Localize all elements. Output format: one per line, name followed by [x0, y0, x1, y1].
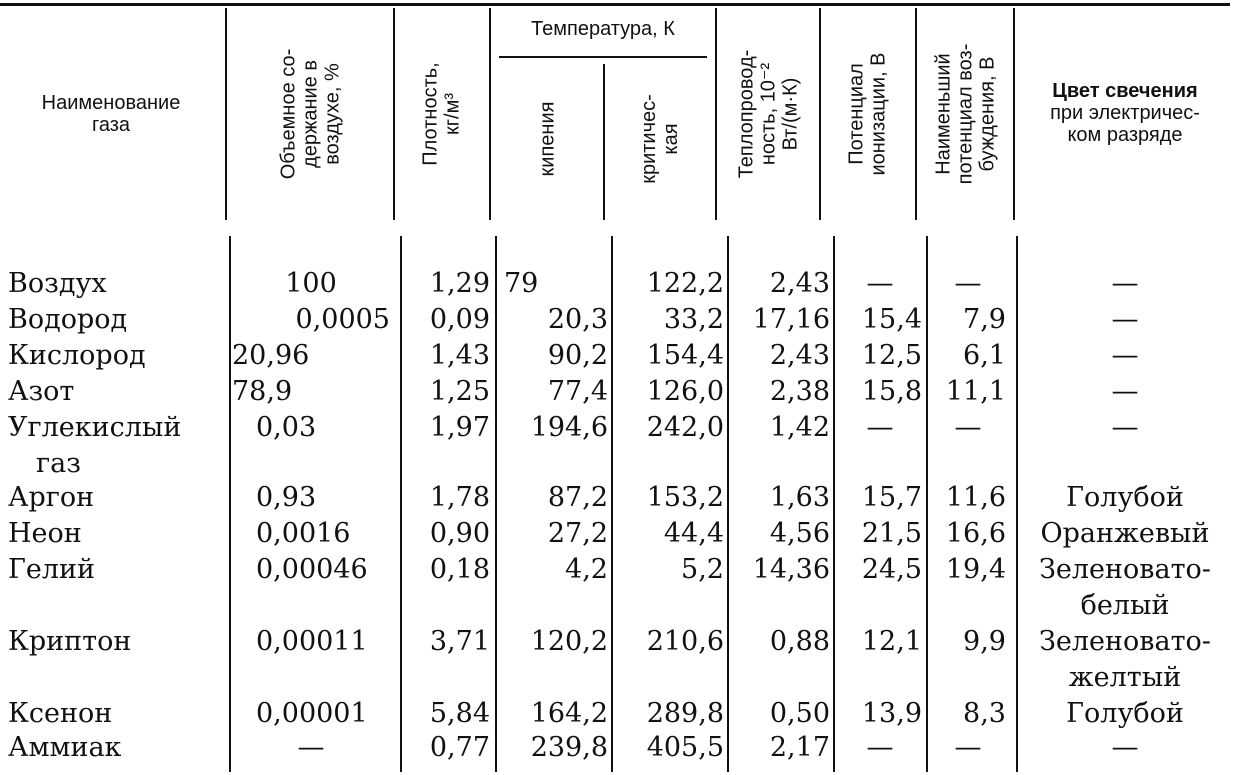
glow-color: Голубой	[1066, 698, 1184, 729]
excitation-value: —	[954, 732, 982, 763]
boiling-value: 87,2	[547, 482, 608, 513]
gas-name	[8, 410, 181, 482]
volume-value: 0,0016	[256, 518, 351, 549]
conductivity-value: 2,43	[769, 340, 830, 371]
density-value: 0,09	[429, 304, 490, 335]
header-volume	[228, 10, 392, 218]
boiling-value: 239,8	[530, 732, 608, 763]
ionization-value: 12,5	[861, 340, 922, 371]
body-divider	[727, 236, 729, 772]
header-ionization-line: ионизации, В	[868, 52, 890, 176]
glow-color: —	[1111, 732, 1139, 763]
header-excitation	[918, 10, 1012, 218]
gas-name: Неон	[8, 518, 82, 549]
glow-color: —	[1111, 340, 1139, 371]
gas-name: Водород	[8, 304, 128, 335]
volume-value: —	[297, 732, 325, 763]
excitation-value: 9,9	[963, 626, 1006, 657]
header-conductivity-line: Вт/(м·К)	[779, 77, 801, 151]
critical-value: 126,0	[646, 376, 724, 407]
ionization-value: 13,9	[861, 698, 922, 729]
density-value: 1,97	[429, 412, 490, 443]
header-conductivity-line: ность, 10⁻²	[757, 62, 779, 166]
gas-name: Гелий	[8, 554, 95, 585]
body-divider	[495, 236, 497, 772]
excitation-value: 6,1	[963, 340, 1006, 371]
header-excitation-line: буждения, В	[976, 56, 999, 172]
density-value: 0,90	[429, 518, 490, 549]
ionization-value: 12,1	[861, 626, 922, 657]
density-value: 1,43	[429, 340, 490, 371]
conductivity-value: 1,42	[769, 412, 830, 443]
header-density-line: Плотность,	[420, 62, 443, 166]
boiling-value: 77,4	[547, 376, 608, 407]
conductivity-value: 2,43	[769, 268, 830, 299]
boiling-value: 194,6	[530, 412, 608, 443]
excitation-value: 11,6	[945, 482, 1006, 513]
ionization-value: —	[866, 732, 894, 763]
critical-value: 210,6	[646, 626, 724, 657]
volume-value: 0,93	[256, 482, 317, 513]
density-value: 0,18	[429, 554, 490, 585]
glow-color	[1022, 552, 1228, 624]
header-density-line: кг/м³	[442, 92, 465, 136]
glow-color: —	[1111, 268, 1139, 299]
critical-value: 5,2	[681, 554, 724, 585]
header-color-line: при электричес-	[1050, 102, 1200, 124]
excitation-value: 16,6	[945, 518, 1006, 549]
conductivity-value: 14,36	[752, 554, 830, 585]
conductivity-value: 17,16	[752, 304, 830, 335]
gas-name: Ксенон	[8, 698, 113, 729]
gas-name: Криптон	[8, 626, 132, 657]
ionization-value: 15,7	[861, 482, 922, 513]
header-density	[396, 10, 488, 218]
boiling-value: 79	[504, 268, 539, 299]
excitation-value: 8,3	[963, 698, 1006, 729]
gas-name-line: Углекислый	[8, 412, 182, 443]
excitation-value: 7,9	[963, 304, 1006, 335]
glow-color: Голубой	[1066, 482, 1184, 513]
conductivity-value: 1,63	[769, 482, 830, 513]
header-color-line: Цвет свечения	[1052, 80, 1198, 102]
gas-name: Кислород	[8, 340, 146, 371]
boiling-value: 90,2	[547, 340, 608, 371]
header-ionization-line: Потенциал	[846, 63, 868, 165]
glow-color: —	[1111, 304, 1139, 335]
body-divider	[926, 236, 928, 772]
header-ionization	[822, 10, 914, 218]
header-volume-line: держание в	[298, 60, 321, 168]
glow-color: —	[1111, 412, 1139, 443]
header-temperature: Температура, К	[531, 18, 675, 40]
header-volume-line: Объемное со-	[276, 48, 299, 180]
header-name-line: Наименование	[41, 92, 181, 114]
conductivity-value: 2,38	[769, 376, 830, 407]
glow-color-line: Зеленовато-	[1039, 626, 1211, 657]
conductivity-value: 0,50	[769, 698, 830, 729]
excitation-value: —	[954, 412, 982, 443]
header-divider	[819, 8, 821, 220]
critical-value: 289,8	[646, 698, 724, 729]
header-excitation-line: Наименьший	[932, 53, 955, 175]
body-divider	[229, 236, 231, 772]
gas-name: Воздух	[8, 268, 107, 299]
density-value: 3,71	[429, 626, 490, 657]
glow-color: —	[1111, 376, 1139, 407]
header-critical-line: критичес-	[638, 94, 660, 184]
boiling-value: 20,3	[547, 304, 608, 335]
volume-value: 100	[285, 268, 337, 299]
header-divider	[1013, 8, 1015, 220]
critical-value: 153,2	[646, 482, 724, 513]
header-excitation-line: потенциал воз-	[954, 43, 977, 185]
gas-name: Азот	[8, 376, 75, 407]
volume-value: 0,00001	[256, 698, 368, 729]
critical-value: 44,4	[663, 518, 724, 549]
body-divider	[611, 236, 613, 772]
glow-color-line: Зеленовато-	[1039, 554, 1211, 585]
volume-value: 20,96	[232, 340, 310, 371]
header-conductivity	[718, 10, 818, 218]
density-value: 1,29	[429, 268, 490, 299]
header-divider	[225, 8, 227, 220]
gas-name: Аммиак	[8, 732, 122, 763]
density-value: 1,78	[429, 482, 490, 513]
header-name	[0, 92, 222, 136]
header-volume-line: воздухе, %	[320, 63, 343, 165]
volume-value: 0,03	[256, 412, 317, 443]
gas-name-line: газ	[36, 448, 81, 479]
volume-value: 78,9	[232, 376, 293, 407]
glow-color-line: белый	[1080, 590, 1170, 621]
ionization-value: —	[866, 412, 894, 443]
boiling-value: 27,2	[547, 518, 608, 549]
header-divider	[915, 8, 917, 220]
ionization-value: —	[866, 268, 894, 299]
gas-name: Аргон	[8, 482, 95, 513]
ionization-value: 15,4	[861, 304, 922, 335]
boiling-value: 4,2	[565, 554, 608, 585]
volume-value: 0,00011	[256, 626, 368, 657]
ionization-value: 21,5	[861, 518, 922, 549]
volume-value: 0,0005	[295, 304, 390, 335]
temperature-underline	[499, 56, 707, 58]
conductivity-value: 2,17	[769, 732, 830, 763]
header-divider	[393, 8, 395, 220]
volume-value: 0,00046	[256, 554, 368, 585]
ionization-value: 24,5	[861, 554, 922, 585]
critical-value: 242,0	[646, 412, 724, 443]
glow-color	[1022, 624, 1228, 696]
critical-value: 33,2	[663, 304, 724, 335]
critical-value: 122,2	[646, 268, 724, 299]
excitation-value: 11,1	[945, 376, 1006, 407]
glow-color: Оранжевый	[1040, 518, 1210, 549]
header-color-line: ком разряде	[1067, 124, 1183, 146]
density-value: 0,77	[429, 732, 490, 763]
ionization-value: 15,8	[861, 376, 922, 407]
critical-value: 154,4	[646, 340, 724, 371]
header-critical	[606, 60, 714, 218]
header-color	[1018, 80, 1232, 146]
boiling-value: 164,2	[530, 698, 608, 729]
header-divider	[715, 8, 717, 220]
excitation-value: 19,4	[945, 554, 1006, 585]
header-boiling: кипения	[535, 101, 558, 177]
critical-value: 405,5	[646, 732, 724, 763]
header-critical-line: кая	[660, 123, 682, 155]
body-divider	[1016, 236, 1018, 772]
conductivity-value: 0,88	[769, 626, 830, 657]
conductivity-value: 4,56	[769, 518, 830, 549]
header-divider	[489, 8, 491, 220]
density-value: 1,25	[429, 376, 490, 407]
excitation-value: —	[954, 268, 982, 299]
boiling-value: 120,2	[530, 626, 608, 657]
table-top-rule	[0, 3, 1230, 6]
glow-color-line: желтый	[1068, 662, 1182, 693]
header-divider	[603, 64, 605, 220]
density-value: 5,84	[429, 698, 490, 729]
header-name-line: газа	[91, 114, 131, 136]
body-divider	[833, 236, 835, 772]
header-conductivity-line: Теплопровод-	[735, 49, 757, 179]
